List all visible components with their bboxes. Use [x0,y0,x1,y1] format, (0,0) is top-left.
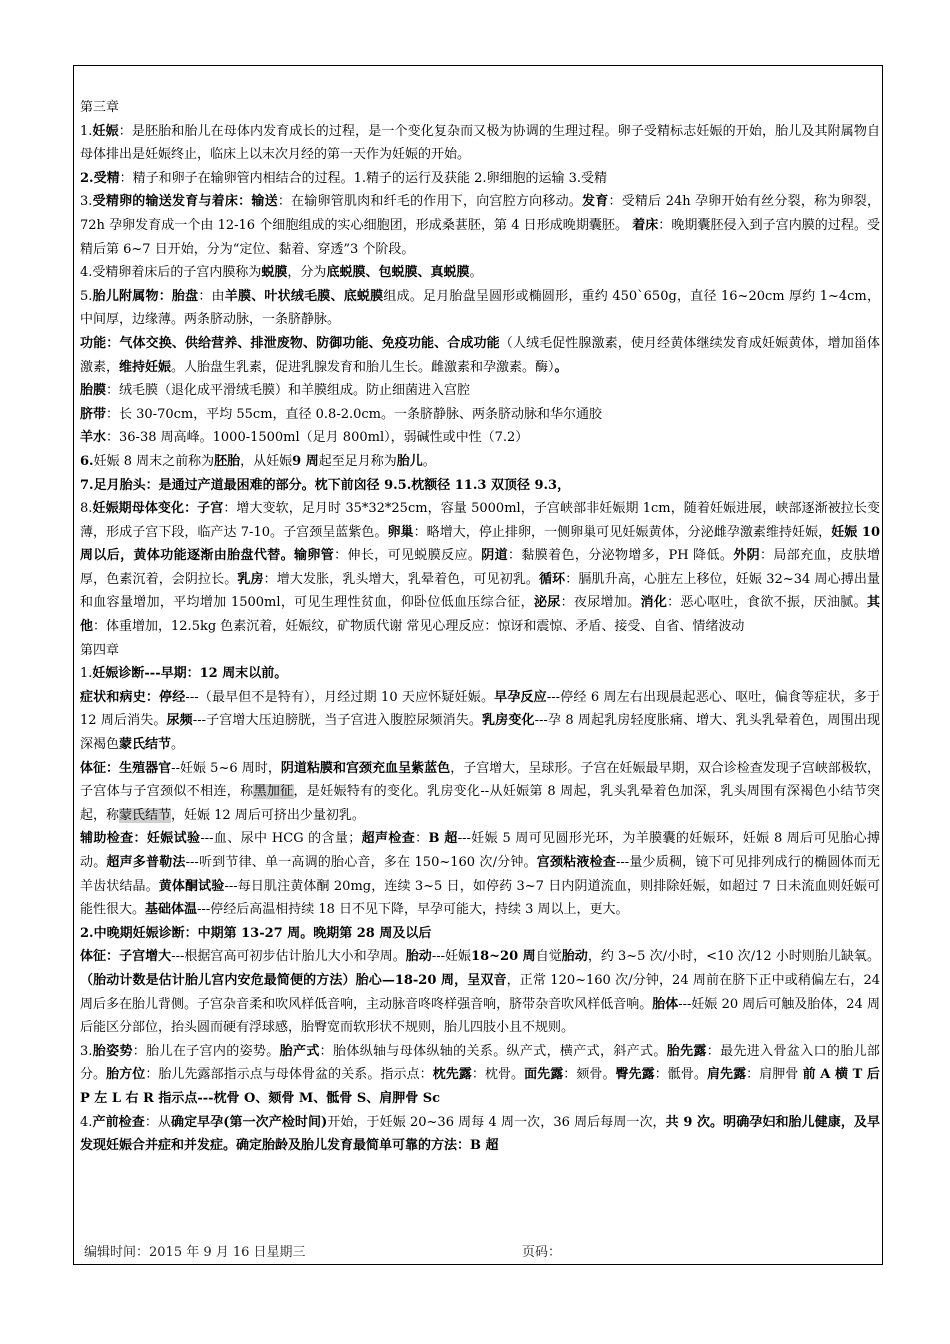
chapter-title: 第四章 [80,642,120,658]
paragraph: 6.妊娠 8 周末之前称为胚胎，从妊娠9 周起至足月称为胎儿。 [80,453,436,469]
document-body [80,96,880,1158]
paragraph: 7.足月胎头：是通过产道最困难的部分。枕下前囟径 9.5.枕额径 11.3 双顶径 9.3， [80,477,571,493]
paragraph: 4.产前检查：从确定早孕(第一次产检时间)开始，于妊娠 20~36 周每 4 周一次，36 周后每周一次，共 9 次。明确孕妇和胎儿健康，及早发现妊娠合并症和并发症。确定胎龄及胎儿发育最简单可靠的方法：B 超 [80,1114,880,1154]
paragraph: 2.受精：精子和卵子在输卵管内相结合的过程。1.精子的运行及获能 2.卵细胞的运输 3.受精 [80,170,608,186]
paragraph: 8.妊娠期母体变化：子宫：增大变软，足月时 35*32*25cm，容量 5000ml，子宫峡部非妊娠期 1cm，随着妊娠进展，峡部逐渐被拉长变薄，形成子宫下段，临产达 7-10。子宫颈呈蓝紫色。卵巢：略增大，停止排卵，一侧卵巢可见妊娠黄体，分泌雌孕激素维持妊娠，妊娠 10 周以后，黄体功能逐渐由胎盘代替。输卵管：伸长，可见蜕膜反应。阴道：黏膜着色，分泌物增多，PH 降低。外阴：局部充血，皮肤增厚，色素沉着，会阴拉长。乳房：增大发胀，乳头增大，乳晕着色，可见初乳。循环：膈肌升高，心脏左上移位，妊娠 32~34 周心搏出量和血容量增加，平均增加 1500ml，可见生理性贫血，仰卧位低血压综合征，泌尿：夜尿增加。消化：恶心呕吐，食欲不振，厌油腻。其他：体重增加，12.5kg 色素沉着，妊娠纹，矿物质代谢 常见心理反应：惊讶和震惊、矛盾、接受、自省、情绪波动 [80,501,880,635]
edit-time: 编辑时间：2015 年 9 月 16 日星期三 [84,1245,306,1260]
paragraph: 羊水：36-38 周高峰。1000-1500ml（足月 800ml），弱碱性或中性（7.2） [80,430,529,446]
highlighted-term: 蒙氏结节 [119,807,172,823]
page-number-label: 页码： [522,1245,562,1260]
paragraph: 3.胎姿势：胎儿在子宫内的姿势。胎产式：胎体纵轴与母体纵轴的关系。纵产式，横产式，斜产式。胎先露：最先进入骨盆入口的胎儿部分。胎方位：胎儿先露部指示点与母体骨盆的关系。指示点：枕先露：枕骨。面先露：颏骨。臀先露：骶骨。肩先露：肩胛骨 前 A 横 T 后 P 左 L 右 R 指示点---枕骨 O、颏骨 M、骶骨 S、肩胛骨 Sc [80,1043,880,1106]
paragraph: 1.妊娠诊断---早期：12 周末以前。 [80,666,288,682]
paragraph: 1.妊娠：是胚胎和胎儿在母体内发育成长的过程，是一个变化复杂而又极为协调的生理过程。卵子受精标志妊娠的开始，胎儿及其附属物自母体排出是妊娠终止，临床上以末次月经的第一天作为妊娠的开始。 [80,123,880,163]
paragraph: 辅助检查：妊娠试验---血、尿中 HCG 的含量；超声检查：B 超---妊娠 5 周可见圆形光环，为羊膜囊的妊娠环，妊娠 8 周后可见胎心搏动。超声多普勒法---听到节律、单一高调的胎心音，多在 150~160 次/分钟。宫颈粘液检查---量少质稠，镜下可见排列成行的椭圆体而无羊齿状结晶。黄体酮试验---每日肌注黄体酮 20mg，连续 3~5 日，如停药 3~7 日内阴道流血，则排除妊娠，如超过 7 日未流血则妊娠可能性很大。基础体温---停经后高温相持续 18 日不见下降，早孕可能大，持续 3 周以上，更大。 [80,831,880,918]
paragraph: 5.胎儿附属物：胎盘：由羊膜、叶状绒毛膜、底蜕膜组成。足月胎盘呈圆形或椭圆形，重约 450`650g，直径 16~20cm 厚约 1~4cm，中间厚，边缘薄。两条脐动脉，一条脐静脉。 [80,288,880,328]
paragraph: 脐带：长 30-70cm，平均 55cm，直径 0.8-2.0cm。一条脐静脉、两条脐动脉和华尔通胶 [80,406,602,422]
paragraph: 体征：子宫增大---根据宫高可初步估计胎儿大小和孕周。胎动---妊娠18~20 周自觉胎动，约 3~5 次/小时，<10 次/12 小时则胎儿缺氧。（胎动计数是估计胎儿宫内安危最简便的方法）胎心—18-20 周，呈双音，正常 120~160 次/分钟，24 周前在脐下正中或稍偏左右，24 周后多在胎儿背侧。子宫杂音柔和吹风样低音响，主动脉音咚咚样强音响，脐带杂音吹风样低音响。胎体---妊娠 20 周后可触及胎体，24 周后能区分部位，抬头圆而硬有浮球感，胎臀宽而软形状不规则，胎儿四肢小且不规则。 [80,949,880,1036]
paragraph: 胎膜：绒毛膜（退化成平滑绒毛膜）和羊膜组成。防止细菌进入宫腔 [80,383,471,399]
paragraph: 功能：气体交换、供给营养、排泄废物、防御功能、免疫功能、合成功能（人绒毛促性腺激素，使月经黄体继续发育成妊娠黄体，增加甾体激素，维持妊娠。人胎盘生乳素，促进乳腺发育和胎儿生长。雌激素和孕激素。酶）。 [80,335,880,375]
highlighted-term: 黑加征 [253,784,294,800]
paragraph: 症状和病史：停经---（最早但不是特有），月经过期 10 天应怀疑妊娠。早孕反应---停经 6 周左右出现晨起恶心、呕吐，偏食等症状，多于 12 周后消失。尿频---子宫增大压迫膀胱，当子宫进入腹腔尿频消失。乳房变化---孕 8 周起乳房轻度胀痛、增大、乳头乳晕着色，周围出现深褐色蒙氏结节。 [80,689,880,753]
paragraph: 2.中晚期妊娠诊断：中期第 13-27 周。晚期第 28 周及以后 [80,925,432,941]
paragraph: 4.受精卵着床后的子宫内膜称为蜕膜，分为底蜕膜、包蜕膜、真蜕膜。 [80,265,483,281]
paragraph: 3.受精卵的输送发育与着床：输送：在输卵管肌肉和纤毛的作用下，向宫腔方向移动。发育：受精后 24h 孕卵开始有丝分裂，称为卵裂，72h 孕卵发育成一个由 12-16 个细胞组成的实心细胞团，形成桑葚胚，第 4 日形成晚期囊胚。 着床：晚期囊胚侵入到子宫内膜的过程。受精后第 6~7 日开始，分为“定位、黏着、穿透”3 个阶段。 [80,194,880,257]
chapter-title: 第三章 [80,100,120,115]
paragraph: 体征：生殖器官--妊娠 5~6 周时，阴道粘膜和宫颈充血呈紫蓝色，子宫增大，呈球形。子宫在妊娠最早期，双合诊检查发现子宫峡部极软，子宫体与子宫颈似不相连，称黑加征，是妊娠特有的变化。乳房变化--从妊娠第 8 周起，乳头乳晕着色加深，乳头周围有深褐色小结节突起，称蒙氏结节，妊娠 12 周后可挤出少量初乳。 [80,760,880,823]
